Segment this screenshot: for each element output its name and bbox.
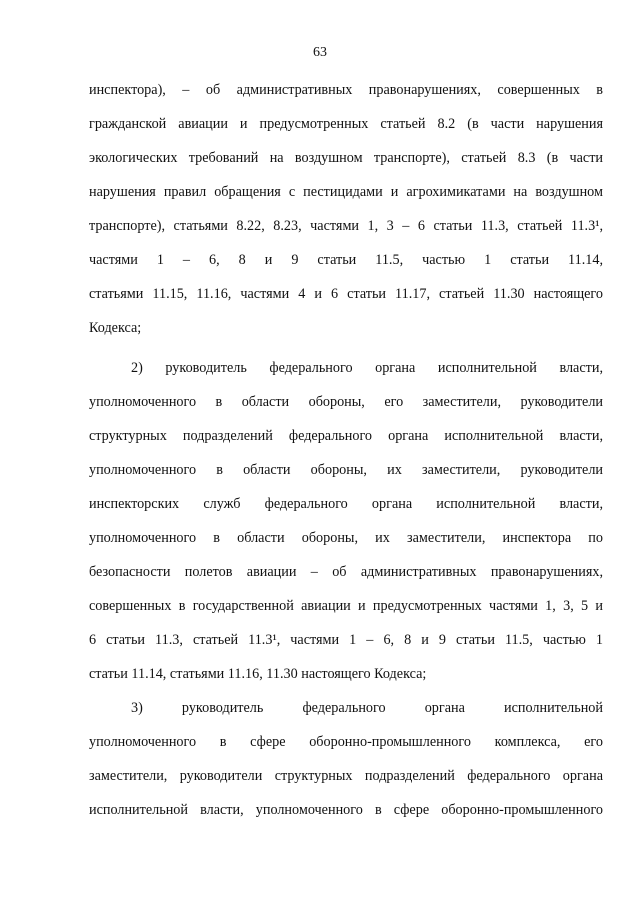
text-line: транспорте), статьями 8.22, 8.23, частями 1, 3 – 6 статьи 11.3, статьей 11.3¹,: [89, 218, 603, 234]
text-line: заместители, руководители структурных подразделений федерального органа: [89, 768, 603, 784]
text-line: статьями 11.15, 11.16, частями 4 и 6 статьи 11.17, статьей 11.30 настоящего: [89, 286, 603, 302]
text-line: уполномоченного в области обороны, их заместители, инспектора по: [89, 530, 603, 546]
text-line: 6 статьи 11.3, статьей 11.3¹, частями 1 – 6, 8 и 9 статьи 11.5, частью 1: [89, 632, 603, 648]
text-line: Кодекса;: [89, 320, 142, 336]
text-line: 2) руководитель федерального органа исполнительной власти,: [131, 360, 603, 376]
text-line: инспектора), – об административных правонарушениях, совершенных в: [89, 82, 603, 98]
text-line: частями 1 – 6, 8 и 9 статьи 11.5, частью 1 статьи 11.14,: [89, 252, 603, 268]
text-line: уполномоченного в сфере оборонно-промышленного комплекса, его: [89, 734, 603, 750]
text-line: 3) руководитель федерального органа исполнительной: [131, 700, 603, 716]
text-line: гражданской авиации и предусмотренных статьей 8.2 (в части нарушения: [89, 116, 603, 132]
text-line: экологических требований на воздушном транспорте), статьей 8.3 (в части: [89, 150, 603, 166]
paragraph-2: [89, 351, 603, 691]
page-number: 63: [313, 45, 327, 60]
text-line: исполнительной власти, уполномоченного в сфере оборонно-промышленного: [89, 802, 603, 818]
text-line: уполномоченного в области обороны, их заместители, руководители: [89, 462, 603, 478]
text-line: структурных подразделений федерального органа исполнительной власти,: [89, 428, 603, 444]
text-line: нарушения правил обращения с пестицидами и агрохимикатами на воздушном: [89, 184, 603, 200]
paragraph-1: [89, 73, 603, 345]
text-line: совершенных в государственной авиации и предусмотренных частями 1, 3, 5 и: [89, 598, 603, 614]
text-line: безопасности полетов авиации – об административных правонарушениях,: [89, 564, 603, 580]
text-line: инспекторских служб федерального органа исполнительной власти,: [89, 496, 603, 512]
text-line: уполномоченного в области обороны, его заместители, руководители: [89, 394, 603, 410]
paragraph-3: [89, 691, 603, 827]
text-line: статьи 11.14, статьями 11.16, 11.30 настоящего Кодекса;: [89, 666, 427, 682]
